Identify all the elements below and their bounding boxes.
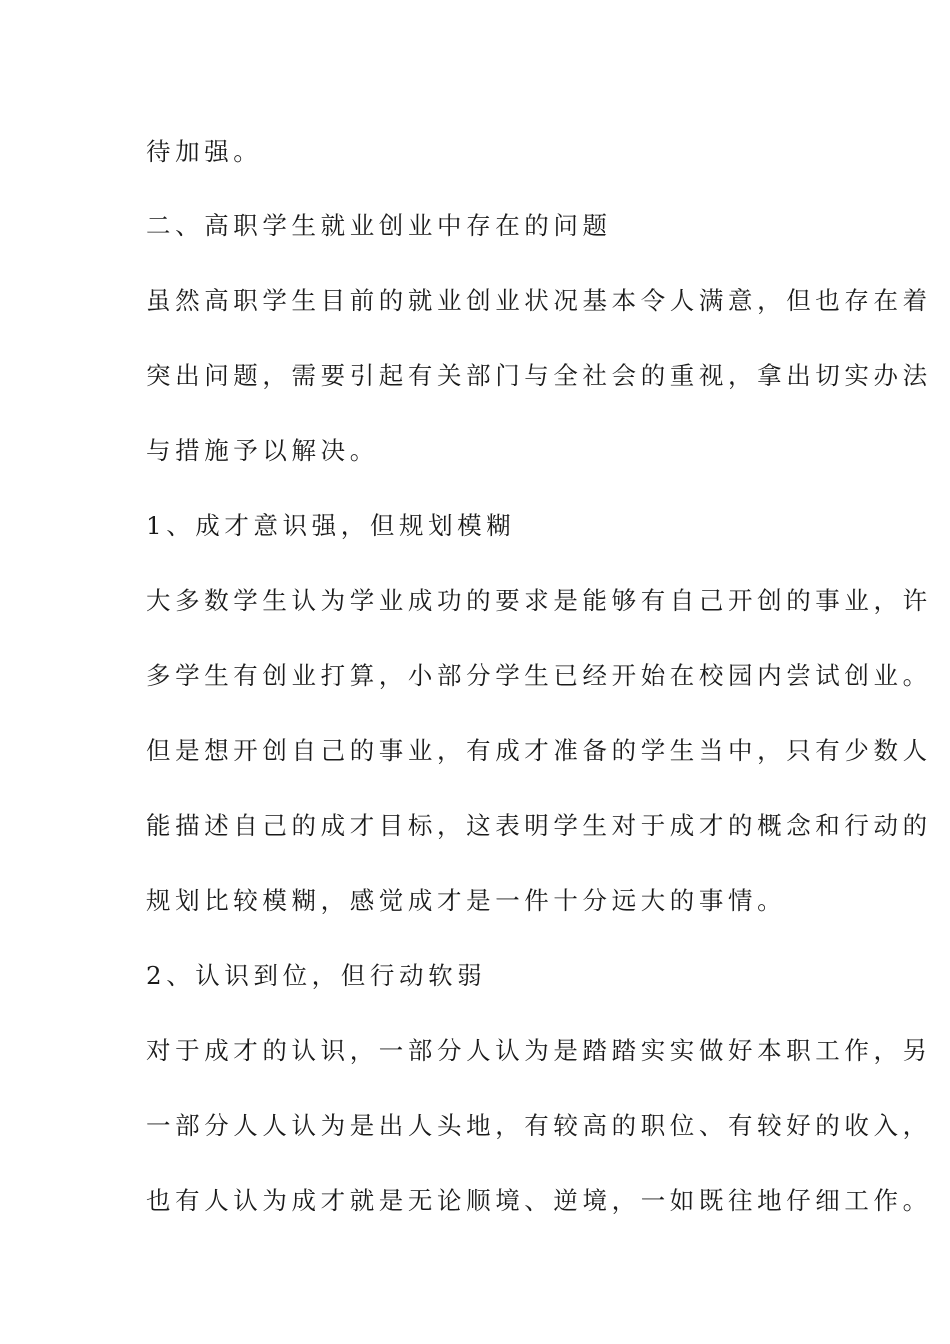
subsection-heading: 1、成才意识强，但规划模糊 xyxy=(146,511,516,540)
paragraph-line: 规划比较模糊，感觉成才是一件十分远大的事情。 xyxy=(146,886,787,915)
paragraph-line: 能描述自己的成才目标，这表明学生对于成才的概念和行动的 xyxy=(146,811,932,840)
text-line-continuation: 待加强。 xyxy=(146,137,263,166)
subsection-heading: 2、认识到位，但行动软弱 xyxy=(146,961,487,990)
paragraph-line: 也有人认为成才就是无论顺境、逆境，一如既往地仔细工作。 xyxy=(146,1186,932,1215)
paragraph-line: 突出问题，需要引起有关部门与全社会的重视，拿出切实办法 xyxy=(146,361,932,390)
section-heading: 二、高职学生就业创业中存在的问题 xyxy=(146,211,612,240)
paragraph-line: 与措施予以解决。 xyxy=(146,436,379,465)
paragraph-line: 对于成才的认识，一部分人认为是踏踏实实做好本职工作，另 xyxy=(146,1036,932,1065)
paragraph-line: 多学生有创业打算，小部分学生已经开始在校园内尝试创业。 xyxy=(146,661,932,690)
paragraph-line: 虽然高职学生目前的就业创业状况基本令人满意，但也存在着 xyxy=(146,286,932,315)
paragraph-line: 大多数学生认为学业成功的要求是能够有自己开创的事业，许 xyxy=(146,586,932,615)
paragraph-line: 但是想开创自己的事业，有成才准备的学生当中，只有少数人 xyxy=(146,736,932,765)
paragraph-line: 一部分人人认为是出人头地，有较高的职位、有较好的收入， xyxy=(146,1111,932,1140)
